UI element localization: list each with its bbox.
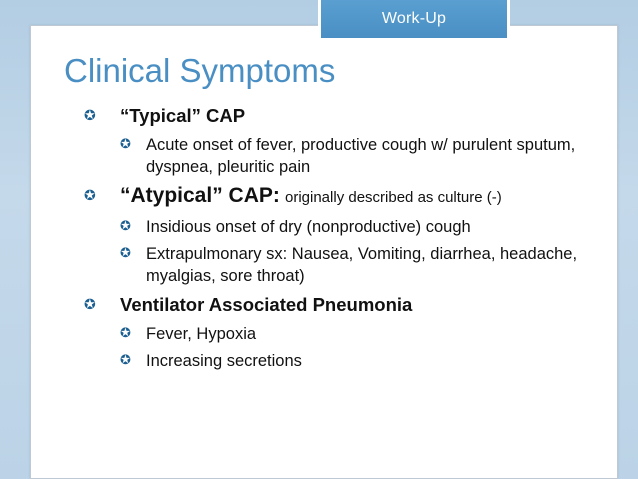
sub-bullet [120, 350, 584, 372]
sub-bullet-text: Extrapulmonary sx: Nausea, Vomiting, diarrhea, headache, myalgias, sore throat) [146, 245, 578, 285]
bullet-icon: ✪ [120, 137, 131, 152]
bullet-icon: ✪ [120, 353, 131, 368]
slide-title: Clinical Symptoms [64, 52, 336, 89]
bullet-note: originally described as culture (-) [285, 189, 502, 206]
section-tab [318, 0, 510, 41]
bullet-icon: ✪ [120, 219, 131, 234]
sub-bullet-list [120, 323, 584, 372]
sub-bullet [120, 216, 584, 238]
bullet-icon: ✪ [120, 246, 131, 261]
sub-bullet-text: Insidious onset of dry (nonproductive) cough [146, 218, 471, 236]
bullet-heading: “Atypical” CAP: [120, 184, 280, 207]
bullet-icon: ✪ [120, 326, 131, 341]
bullet-list [84, 104, 584, 378]
bullet-atypical-cap [84, 184, 584, 287]
sub-bullet [120, 243, 584, 287]
bullet-icon: ✪ [84, 297, 96, 313]
bullet-heading: Ventilator Associated Pneumonia [120, 294, 413, 315]
sub-bullet-text: Fever, Hypoxia [146, 325, 257, 343]
sub-bullet-list [120, 134, 584, 178]
sub-bullet [120, 323, 584, 345]
sub-bullet-text: Increasing secretions [146, 352, 302, 370]
sub-bullet [120, 134, 584, 178]
bullet-icon: ✪ [84, 188, 96, 204]
bullet-typical-cap [84, 104, 584, 178]
sub-bullet-list [120, 216, 584, 287]
sub-bullet-text: Acute onset of fever, productive cough w/ purulent sputum, dyspnea, pleuritic pain [146, 136, 576, 176]
bullet-heading: “Typical” CAP [120, 105, 246, 126]
bullet-vap [84, 293, 584, 372]
section-tab-label: Work-Up [381, 10, 447, 27]
bullet-icon: ✪ [84, 108, 96, 124]
